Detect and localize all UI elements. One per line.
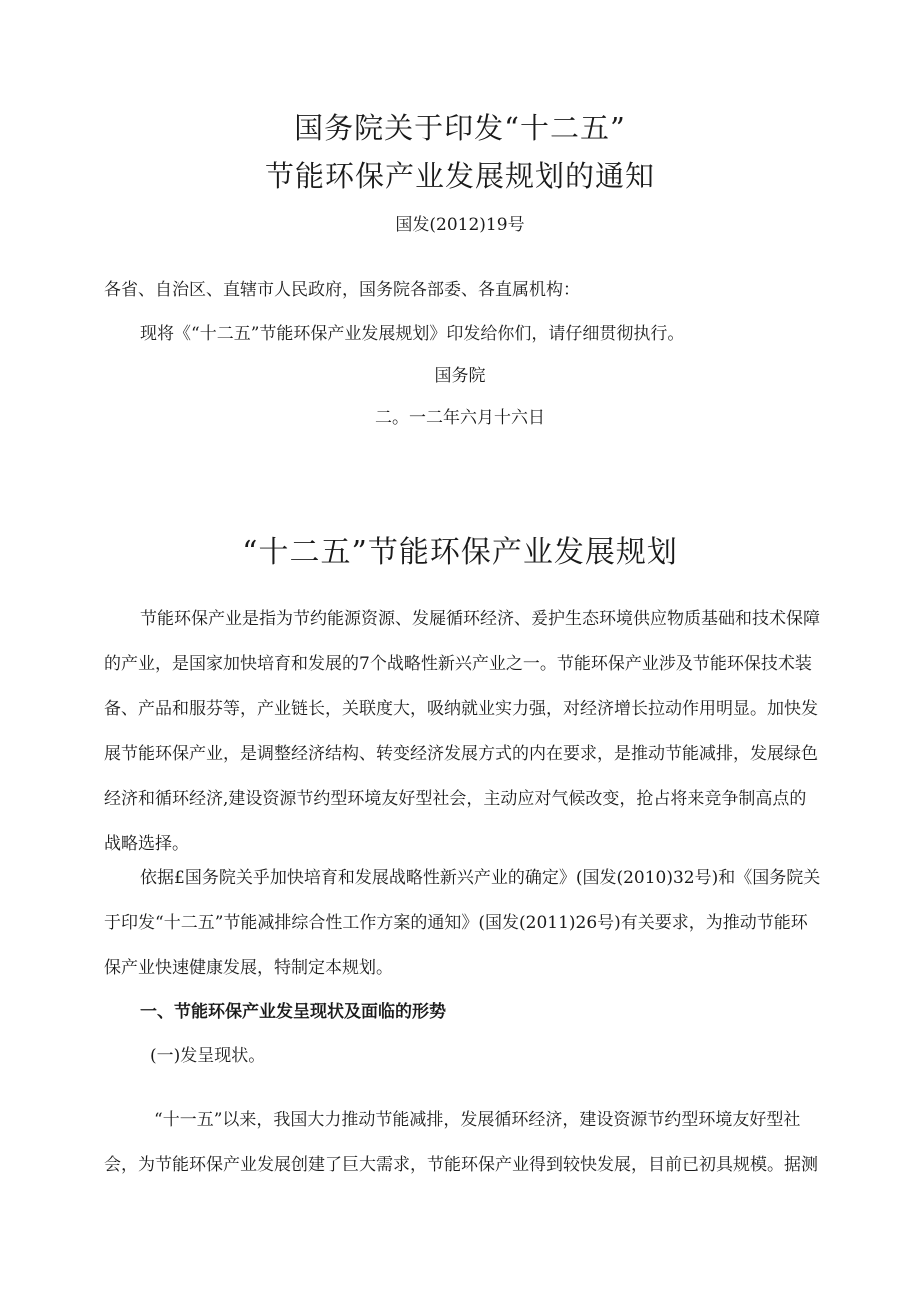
notice-title-line2: 节能环保产业发展规划的通知 — [264, 159, 655, 193]
intro-line: 节能环保产业是指为节约能源资源、发屣循环经济、爰护生态环境供应物质基础和技术保障 — [140, 609, 820, 629]
intro-line: 经济和循环经济,建设资源节约型环境友好型社会，主动应对气候改变，抢占将来竞争制高点的 — [104, 789, 807, 809]
intro-paragraph — [104, 597, 820, 867]
document-number: 国发(2012)19号 — [395, 215, 525, 235]
section-heading: 一、节能环保产业发呈现状及面临的形势 — [140, 1002, 446, 1022]
plan-title: “十二五”节能环保产业发展规划 — [242, 535, 678, 570]
basis-paragraph — [104, 856, 821, 991]
notice-title-line1: 国务院关于印发“十二五” — [294, 111, 626, 145]
basis-line: 依据£国务院关乎加快培育和发展战略性新兴产业的确定》(国发(2010)32号)和《国务院关 — [140, 868, 821, 888]
intro-line: 战略选择。 — [104, 834, 189, 854]
issue-date: 二。一二年六月十六日 — [375, 408, 545, 428]
notice-body: 现将《“十二五”节能环保产业发展规划》印发给你们，请仔细贯彻执行。 — [140, 324, 685, 344]
intro-line: 备、产品和服芬等，产业链长，关联度大，吸纳就业实力强，对经济增长拉动作用明显。加快发 — [104, 699, 818, 719]
status-line: “十一五”以来，我国大力推动节能减排，发展循环经济，建设资源节约型环境友好型社 — [154, 1110, 801, 1130]
signer: 国务院 — [434, 366, 486, 386]
basis-line: 于印发“十二五”节能减排综合性工作方案的通知》(国发(2011)26号)有关要求，为推动节能环 — [104, 913, 808, 933]
status-paragraph — [104, 1098, 816, 1188]
basis-line: 保产业快速健康发展，特制定本规划。 — [104, 958, 393, 978]
intro-line: 展节能环保产业，是调整经济结构、转变经济发展方式的内在要求，是推动节能减排，发展绿色 — [104, 744, 818, 764]
intro-line: 的产业，是国家加快培育和发展的7个战略性新兴产业之一。节能环保产业涉及节能环保技术装 — [104, 654, 812, 674]
status-line: 会，为节能环保产业发展创建了巨大需求，节能环保产业得到较快发展，目前已初具规模。据测 — [104, 1155, 818, 1175]
subsection-heading: (一)发呈现状。 — [150, 1046, 266, 1066]
addressees: 各省、自治区、直辖市人民政府，国务院各部委、各直属机构： — [104, 280, 580, 300]
